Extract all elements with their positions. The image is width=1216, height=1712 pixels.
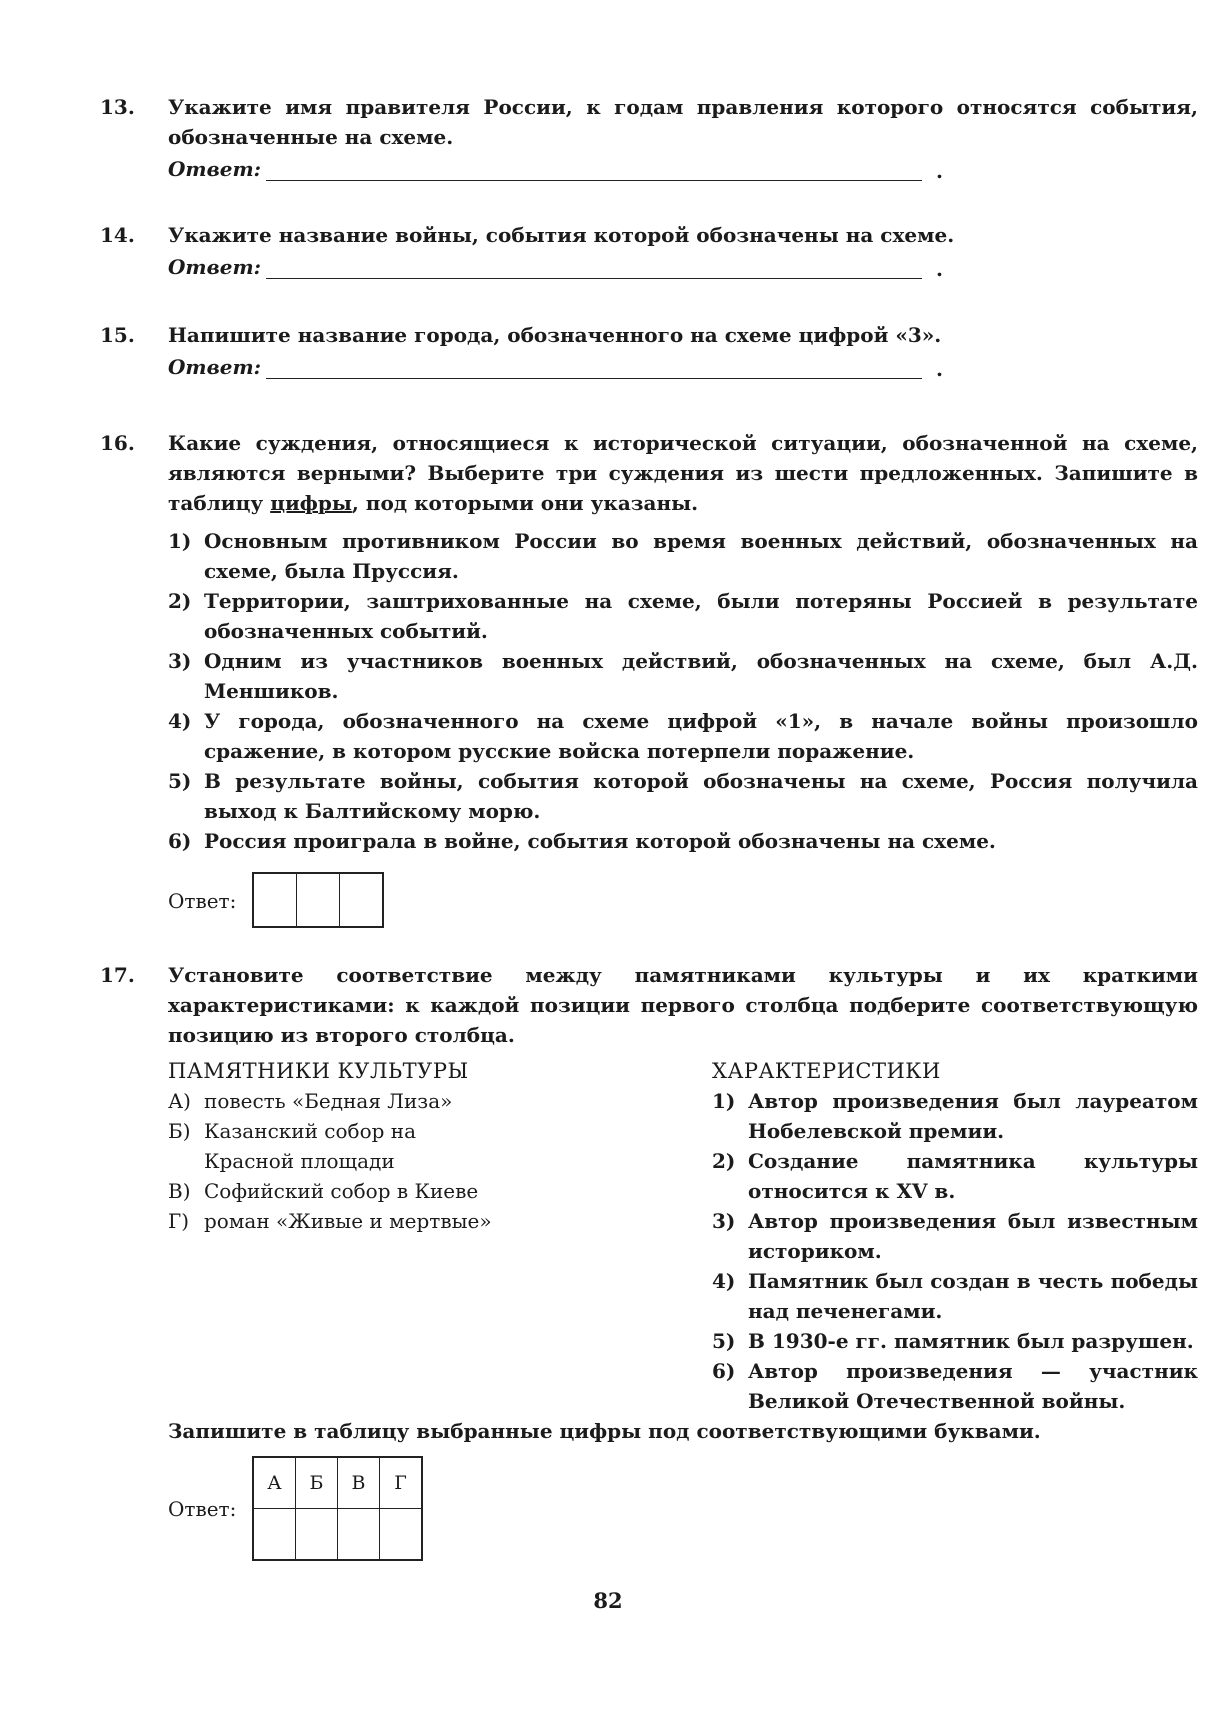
option-item (168, 766, 1198, 826)
answer-period: . (936, 257, 943, 281)
left-item (168, 1116, 444, 1176)
option-number: 4) (168, 709, 192, 733)
answer-label: Ответ: (168, 157, 261, 181)
answer-cell[interactable] (296, 1509, 338, 1561)
option-text: Одним из участников военных действий, обозначенных на схеме, был А.Д. Меншиков. (204, 649, 1198, 703)
letter-cell: В (338, 1457, 380, 1509)
answer-cell[interactable] (253, 1509, 296, 1561)
option-number: 6) (168, 829, 192, 853)
right-item (712, 1326, 1198, 1356)
item-number: 4) (712, 1269, 736, 1293)
answer-table-header (253, 1457, 422, 1509)
answer-table-row (168, 1456, 1198, 1566)
question-text: Укажите имя правителя России, к годам правления которого относятся события, обозначенные на схеме. (168, 95, 1198, 149)
option-number: 5) (168, 769, 192, 793)
option-number: 1) (168, 529, 192, 553)
right-column (712, 1056, 1198, 1416)
item-letter: Г) (168, 1209, 190, 1233)
item-letter: А) (168, 1089, 191, 1113)
options-list (168, 526, 1198, 856)
item-text: Создание памятника культуры относится к XV в. (748, 1149, 1198, 1203)
answer-line[interactable] (168, 352, 1198, 384)
question-text-end: , под которыми они указаны. (351, 491, 699, 515)
answer-cell[interactable] (254, 874, 297, 926)
answer-period: . (936, 159, 943, 183)
item-letter: В) (168, 1179, 191, 1203)
left-column-heading: ПАМЯТНИКИ КУЛЬТУРЫ (168, 1059, 469, 1083)
item-text: Автор произведения — участник Великой Отечественной войны. (748, 1359, 1198, 1413)
emphasized-word: цифры (270, 491, 352, 515)
left-column (168, 1056, 668, 1236)
option-item (168, 526, 1198, 586)
right-item (712, 1206, 1198, 1266)
option-text: В результате войны, события которой обозначены на схеме, Россия получила выход к Балтийскому морю. (204, 769, 1198, 823)
answer-label: Ответ: (168, 355, 261, 379)
right-item (712, 1146, 1198, 1206)
left-item (168, 1206, 668, 1236)
answer-label: Ответ: (168, 1497, 237, 1521)
answer-cell[interactable] (340, 874, 382, 926)
item-letter: Б) (168, 1119, 191, 1143)
letter-cell: А (253, 1457, 296, 1509)
option-text: Территории, заштрихованные на схеме, были потеряны Россией в результате обозначенных событий. (204, 589, 1198, 643)
letter-cell: Б (296, 1457, 338, 1509)
item-number: 1) (712, 1089, 736, 1113)
answer-cell[interactable] (297, 874, 340, 926)
answer-line[interactable] (168, 252, 1198, 284)
answer-label: Ответ: (168, 255, 261, 279)
item-text: Казанский собор на Красной площади (204, 1119, 417, 1173)
right-item (712, 1266, 1198, 1326)
option-text: Основным противником России во время военных действий, обозначенных на схеме, была Пруссия. (204, 529, 1198, 583)
item-number: 6) (712, 1359, 736, 1383)
question-number: 16. (100, 431, 135, 455)
option-item (168, 586, 1198, 646)
question-number: 14. (100, 223, 135, 247)
left-item (168, 1086, 668, 1116)
item-text: В 1930-е гг. памятник был разрушен. (748, 1329, 1194, 1353)
item-number: 3) (712, 1209, 736, 1233)
question-text (168, 428, 1198, 518)
question-number: 15. (100, 323, 135, 347)
question-text: Укажите название войны, события которой обозначены на схеме. (168, 223, 955, 247)
option-number: 3) (168, 649, 192, 673)
answer-box-row (168, 872, 1198, 932)
right-item (712, 1086, 1198, 1146)
right-column-heading: ХАРАКТЕРИСТИКИ (712, 1059, 941, 1083)
item-number: 2) (712, 1149, 736, 1173)
answer-blank[interactable] (266, 278, 922, 279)
item-text: Автор произведения был известным историком. (748, 1209, 1198, 1263)
answer-label: Ответ: (168, 889, 237, 913)
option-text: У города, обозначенного на схеме цифрой «1», в начале войны произошло сражение, в котором русские войска потерпели поражение. (204, 709, 1198, 763)
right-item (712, 1356, 1198, 1416)
answer-blank[interactable] (266, 180, 922, 181)
item-text: Софийский собор в Киеве (204, 1179, 479, 1203)
item-text: повесть «Бедная Лиза» (204, 1089, 453, 1113)
left-item (168, 1176, 668, 1206)
option-item (168, 706, 1198, 766)
answer-blank[interactable] (266, 378, 922, 379)
letter-cell: Г (380, 1457, 423, 1509)
answer-cell[interactable] (380, 1509, 423, 1561)
page-number: 82 (593, 1588, 623, 1613)
question-number: 17. (100, 963, 135, 987)
option-item (168, 826, 1198, 856)
answer-table (252, 1456, 423, 1561)
question-text: Установите соответствие между памятниками культуры и их краткими характеристиками: к каждой позиции первого столбца подберите соответствующую позицию из второго столбца. (168, 963, 1198, 1047)
item-text: Памятник был создан в честь победы над печенегами. (748, 1269, 1198, 1323)
question-text-start: Какие суждения, относящиеся к исторической ситуации, обозначенной на схеме, являются верными? Выберите три суждения из шести предложенных. Запишите в таблицу (168, 431, 1198, 515)
answer-period: . (936, 357, 943, 381)
item-text: роман «Живые и мертвые» (204, 1209, 492, 1233)
item-text: Автор произведения был лауреатом Нобелевской премии. (748, 1089, 1198, 1143)
matching-columns (168, 1056, 1198, 1416)
question-number: 13. (100, 95, 135, 119)
option-item (168, 646, 1198, 706)
option-text: Россия проиграла в войне, события которой обозначены на схеме. (204, 829, 996, 853)
answer-cell[interactable] (338, 1509, 380, 1561)
table-instruction: Запишите в таблицу выбранные цифры под соответствующими буквами. (168, 1419, 1041, 1443)
question-text: Напишите название города, обозначенного на схеме цифрой «3». (168, 323, 942, 347)
answer-line[interactable] (168, 154, 1198, 186)
answer-table-inputs (253, 1509, 422, 1561)
item-number: 5) (712, 1329, 736, 1353)
answer-cells (252, 872, 384, 928)
option-number: 2) (168, 589, 192, 613)
